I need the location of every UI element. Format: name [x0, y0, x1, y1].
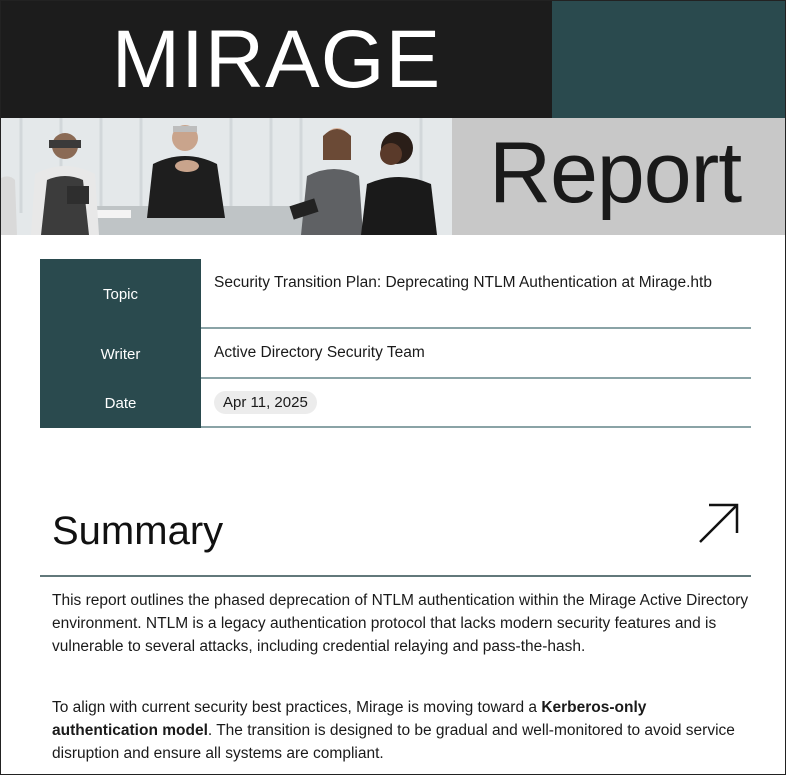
summary-paragraph-1: This report outlines the phased deprecation of NTLM authentication within the Mirage Active Directory environment. NTLM is a legacy authentication protocol that lacks modern security features and is vulnerable to several attacks, including credential relaying and pass-the-hash.	[52, 592, 749, 655]
meeting-photo	[1, 118, 452, 235]
info-label: Date	[40, 379, 201, 428]
summary-heading: Summary	[52, 509, 224, 553]
info-row-date	[40, 379, 751, 428]
summary-divider	[40, 575, 751, 577]
info-row-topic	[40, 259, 751, 329]
info-value: Security Transition Plan: Deprecating NTLM Authentication at Mirage.htb	[201, 259, 751, 329]
meeting-photo-illustration	[1, 118, 452, 235]
report-info-table	[40, 259, 751, 428]
brand-title: MIRAGE	[111, 13, 442, 105]
info-value: Active Directory Security Team	[201, 329, 751, 379]
info-value	[201, 379, 751, 428]
date-chip: Apr 11, 2025	[214, 391, 317, 414]
info-label: Topic	[40, 259, 201, 329]
report-title: Report	[489, 125, 742, 221]
paragraph-emphasis: Kerberos-only authentication model	[52, 699, 647, 739]
arrow-up-right-icon[interactable]	[697, 501, 741, 545]
title-accent-block	[552, 1, 785, 118]
paragraph-text: To align with current security best practices, Mirage is moving toward a	[52, 699, 542, 716]
paragraph-text: . The transition is designed to be gradual and well-monitored to avoid service disruption and ensure all systems are compliant.	[52, 722, 735, 762]
info-row-writer	[40, 329, 751, 379]
summary-paragraph-2	[52, 696, 752, 765]
info-label: Writer	[40, 329, 201, 379]
